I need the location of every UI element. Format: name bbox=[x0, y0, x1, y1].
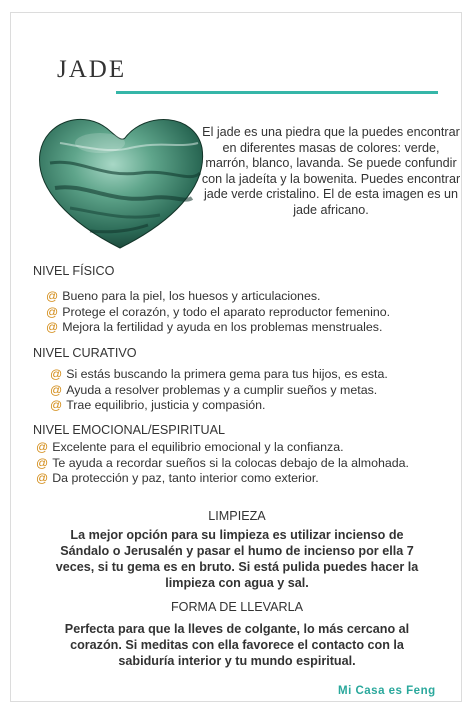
section-heading-fisico: NIVEL FÍSICO bbox=[33, 264, 115, 278]
at-bullet-icon: @ bbox=[36, 471, 49, 485]
list-item: @ Te ayuda a recordar sueños si la colocas debajo de la almohada. bbox=[36, 455, 409, 470]
at-bullet-icon: @ bbox=[50, 367, 63, 381]
at-bullet-icon: @ bbox=[50, 382, 63, 397]
list-item: @ Si estás buscando la primera gema para tus hijos, es esta. bbox=[50, 367, 388, 381]
llevarla-text: Perfecta para que la lleves de colgante, lo más cercano al corazón. Si meditas con ella favorece el contacto con la sabiduría interior y tu mundo espiritual. bbox=[64, 622, 410, 668]
section-heading-limpieza: LIMPIEZA bbox=[208, 509, 266, 523]
list-item: @ Ayuda a resolver problemas y a cumplir sueños y metas. bbox=[50, 382, 378, 397]
list-item: @ Protege el corazón, y todo el aparato reproductor femenino. bbox=[46, 304, 391, 319]
at-bullet-icon: @ bbox=[36, 440, 49, 454]
list-item: @ Mejora la fertilidad y ayuda en los problemas menstruales. bbox=[46, 320, 383, 334]
list-item: @ Bueno para la piel, los huesos y articulaciones. bbox=[46, 289, 321, 303]
at-bullet-icon: @ bbox=[50, 398, 63, 412]
at-bullet-icon: @ bbox=[36, 455, 49, 470]
list-item: @ Trae equilibrio, justicia y compasión. bbox=[50, 398, 266, 412]
list-item: @ Excelente para el equilibrio emocional y la confianza. bbox=[36, 440, 344, 454]
section-heading-emocional: NIVEL EMOCIONAL/ESPIRITUAL bbox=[33, 423, 225, 437]
at-bullet-icon: @ bbox=[46, 289, 59, 303]
brand-watermark: Mi Casa es Feng bbox=[338, 685, 436, 697]
list-item: @ Da protección y paz, tanto interior como exterior. bbox=[36, 471, 319, 485]
section-heading-llevarla: FORMA DE LLEVARLA bbox=[170, 600, 304, 614]
at-bullet-icon: @ bbox=[46, 320, 59, 334]
at-bullet-icon: @ bbox=[46, 304, 59, 319]
list-curativo bbox=[50, 367, 470, 414]
list-fisico bbox=[46, 289, 466, 336]
section-heading-curativo: NIVEL CURATIVO bbox=[33, 346, 137, 360]
intro-text: El jade es una piedra que la puedes encontrar en diferentes masas de colores: verde, marrón, blanco, lavanda. Se puede confundir con la jadeíta y la bowenita. Puedes encontrar jade verde cristalino. El de esta imagen es un jade africano. bbox=[201, 125, 461, 217]
jade-heart-image bbox=[30, 103, 210, 253]
list-emocional bbox=[36, 440, 436, 487]
page-title: JADE bbox=[57, 56, 127, 83]
limpieza-text: La mejor opción para su limpieza es utilizar incienso de Sándalo o Jerusalén y pasar el humo de incienso por ella 7 veces, si tu gema es en bruto. Si está pulida puedes hacer la limpieza con agua y sal. bbox=[55, 528, 419, 590]
title-underline bbox=[116, 91, 438, 94]
